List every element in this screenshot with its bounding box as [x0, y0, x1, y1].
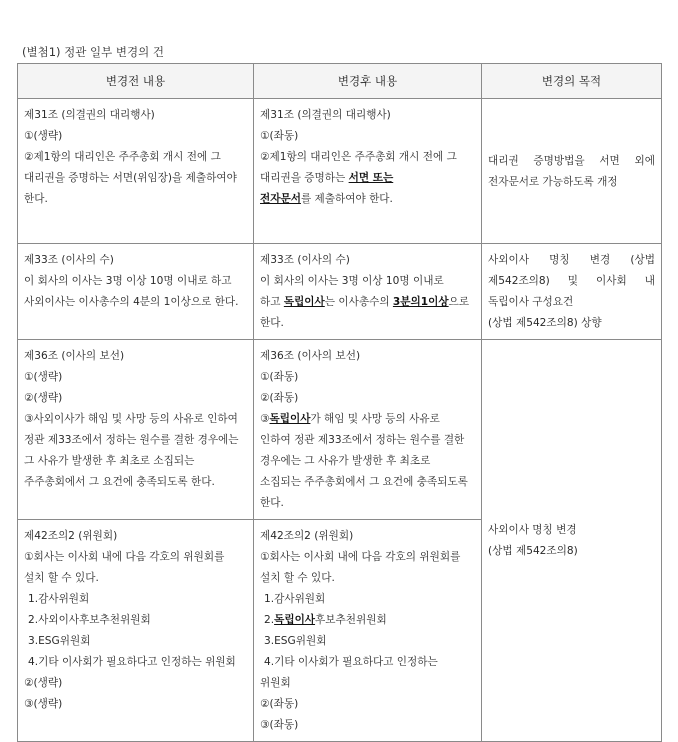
cell-purpose-art31 — [482, 99, 662, 244]
clause-text: ②(좌동) — [260, 698, 299, 710]
clause-text: 소집되는 주주총회에서 그 요건에 충족되도록 — [260, 476, 468, 488]
list-item: 3.ESG위원회 — [28, 635, 91, 647]
cell-after-art36 — [254, 340, 482, 520]
purpose-text — [488, 250, 655, 271]
amended-text: 서면 또는 — [348, 172, 394, 184]
clause-text: 한다. — [24, 193, 48, 205]
article-title: 제42조의2 (위원회) — [24, 530, 118, 542]
table-header-row — [18, 64, 662, 99]
clause-text: ①회사는 이사회 내에 다음 각호의 위원회를 — [24, 551, 225, 563]
clause-text: 그 사유가 발생한 후 최초로 소집되는 — [24, 455, 195, 467]
clause-text: 경우에는 그 사유가 발생한 후 최초로 — [260, 455, 431, 467]
cell-after-art31 — [254, 99, 482, 244]
document-caption: (별첨1) 정관 일부 변경의 건 — [22, 45, 165, 59]
amended-text: 독립이사 — [274, 614, 316, 626]
cell-before-art31 — [18, 99, 254, 244]
word: 서면 — [599, 154, 620, 167]
cell-before-art33 — [18, 244, 254, 340]
text-segment: 대리권을 증명하는 — [260, 172, 349, 184]
article-title: 제31조 (의결권의 대리행사) — [24, 109, 155, 121]
article-title: 제42조의2 (위원회) — [260, 530, 354, 542]
word: 대리권 — [488, 154, 519, 167]
cell-after-art42-2 — [254, 520, 482, 742]
cell-before-art42-2 — [18, 520, 254, 742]
clause-text: 대리권을 증명하는 서면(위임장)을 제출하여야 — [24, 172, 237, 184]
clause-text: ②제1항의 대리인은 주주총회 개시 전에 그 — [24, 151, 221, 163]
clause-text: ②제1항의 대리인은 주주총회 개시 전에 그 — [260, 151, 457, 163]
purpose-text: (상법 제542조의8) — [488, 545, 578, 557]
clause-text: ①(좌동) — [260, 371, 299, 383]
word: 이사회 — [596, 275, 627, 287]
text-segment: 후보추천위원회 — [315, 614, 387, 626]
list-item: 2.사외이사후보추천위원회 — [28, 614, 151, 626]
clause-text: 이 회사의 이사는 3명 이상 10명 이내로 — [260, 275, 444, 287]
article-title: 제31조 (의결권의 대리행사) — [260, 109, 391, 121]
word: 외에 — [634, 154, 655, 167]
clause-text: ①(생략) — [24, 371, 63, 383]
table-row — [18, 340, 662, 520]
list-item: 1.감사위원회 — [28, 593, 90, 605]
cell-before-art36 — [18, 340, 254, 520]
purpose-text: (상법 제542조의8) 상향 — [488, 317, 602, 329]
article-title: 제33조 (이사의 수) — [24, 254, 114, 266]
clause-text: ③(좌동) — [260, 719, 299, 731]
word: 명칭 — [549, 254, 570, 266]
clause-text: ①(생략) — [24, 130, 63, 142]
list-item: 4.기타 이사회가 필요하다고 인정하는 위원회 — [28, 656, 236, 668]
word: 증명방법을 — [533, 154, 585, 167]
amended-text: 독립이사 — [269, 413, 311, 425]
text-segment: 를 제출하여야 한다. — [300, 193, 393, 205]
clause-text: 이 회사의 이사는 3명 이상 10명 이내로 하고 — [24, 275, 232, 287]
purpose-text — [488, 151, 655, 172]
clause-text: 주주총회에서 그 요건에 충족되도록 한다. — [24, 476, 215, 488]
clause-text: ③사외이사가 해임 및 사망 등의 사유로 인하여 — [24, 413, 238, 425]
list-item — [260, 610, 475, 631]
clause-text: 한다. — [260, 317, 284, 329]
list-item: 1.감사위원회 — [264, 593, 326, 605]
clause-text: 위원회 — [260, 677, 291, 689]
header-purpose: 변경의 목적 — [482, 64, 662, 99]
purpose-text: 독립이사 구성요건 — [488, 296, 574, 308]
cell-after-art33 — [254, 244, 482, 340]
purpose-text: 사외이사 명칭 변경 — [488, 524, 577, 536]
list-item: 4.기타 이사회가 필요하다고 인정하는 — [264, 656, 438, 668]
clause-text: 사외이사는 이사총수의 4분의 1이상으로 한다. — [24, 296, 239, 308]
amendment-table — [17, 63, 662, 742]
table-row — [18, 244, 662, 340]
cell-purpose-art33 — [482, 244, 662, 340]
clause-text: ②(좌동) — [260, 392, 299, 404]
clause-text: 정관 제33조에서 정하는 원수를 결한 경우에는 — [24, 434, 239, 446]
clause-text: ②(생략) — [24, 392, 63, 404]
amended-text: 독립이사 — [283, 296, 325, 308]
word: 제542조의8) — [488, 275, 550, 287]
header-after: 변경후 내용 — [254, 64, 482, 99]
purpose-text — [488, 271, 655, 292]
article-title: 제36조 (이사의 보선) — [24, 350, 125, 362]
article-title: 제36조 (이사의 보선) — [260, 350, 361, 362]
word: 사외이사 — [488, 254, 529, 266]
cell-purpose-art36-42 — [482, 340, 662, 742]
clause-text: 설치 할 수 있다. — [24, 572, 99, 584]
article-title: 제33조 (이사의 수) — [260, 254, 350, 266]
clause-text: ①(좌동) — [260, 130, 299, 142]
clause-text — [260, 409, 475, 430]
word: 내 — [644, 275, 655, 287]
clause-text: ①회사는 이사회 내에 다음 각호의 위원회를 — [260, 551, 461, 563]
clause-text: 설치 할 수 있다. — [260, 572, 335, 584]
purpose-text: 전자문서로 가능하도록 개정 — [488, 175, 618, 188]
clause-text: ③(생략) — [24, 698, 63, 710]
header-before: 변경전 내용 — [18, 64, 254, 99]
amended-text: 전자문서 — [260, 193, 301, 205]
clause-text — [260, 168, 475, 189]
word: 변경 — [589, 254, 611, 266]
text-segment: 하고 — [260, 296, 284, 308]
word: 및 — [567, 275, 579, 287]
clause-text — [260, 189, 475, 210]
clause-text: ②(생략) — [24, 677, 63, 689]
text-segment: 으로 — [448, 296, 470, 308]
list-item: 3.ESG위원회 — [264, 635, 327, 647]
clause-text: 인하여 정관 제33조에서 정하는 원수를 결한 — [260, 434, 465, 446]
text-segment: 가 해임 및 사망 등의 사유로 — [310, 413, 440, 425]
clause-text: 한다. — [260, 497, 284, 509]
clause-text — [260, 292, 475, 313]
text-segment: ③ — [260, 413, 270, 425]
text-segment: 는 이사총수의 — [324, 296, 393, 308]
amended-text: 3분의1이상 — [392, 296, 449, 308]
table-row — [18, 99, 662, 244]
word: (상법 — [630, 254, 655, 266]
text-segment: 2. — [264, 614, 275, 626]
